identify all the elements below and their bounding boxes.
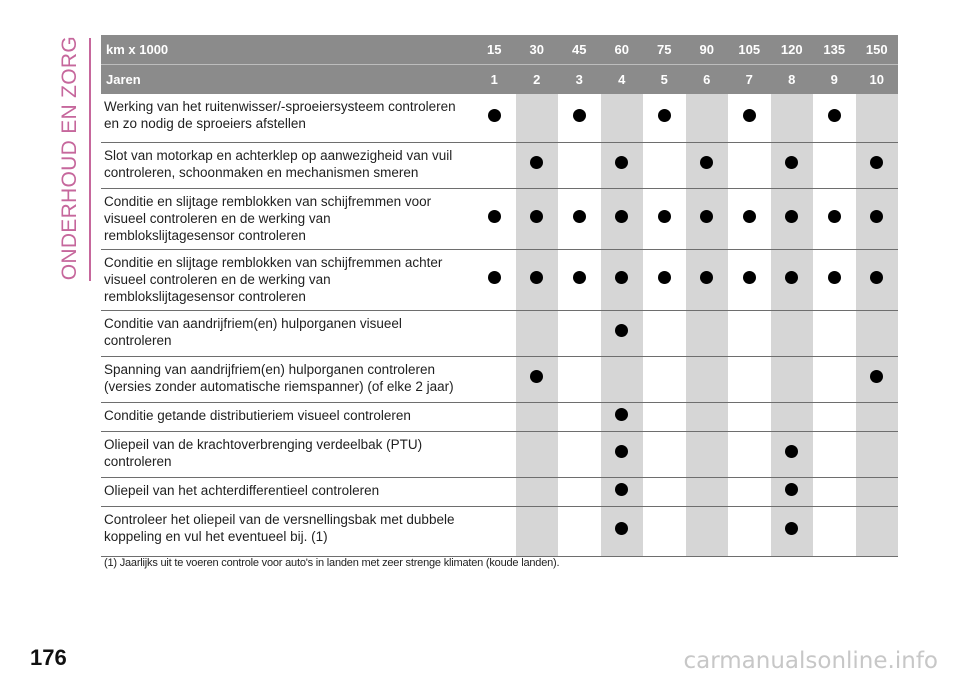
watermark: carmanualsonline.info — [683, 648, 938, 674]
interval-cell — [728, 249, 771, 310]
interval-cell — [686, 356, 729, 402]
scheduled-dot-icon — [828, 109, 841, 122]
scheduled-dot-icon — [785, 156, 798, 169]
scheduled-dot-icon — [530, 370, 543, 383]
interval-cell — [813, 94, 856, 142]
interval-cell — [601, 188, 644, 249]
table-row — [101, 188, 898, 249]
header-km-value-7: 120 — [771, 35, 814, 65]
scheduled-dot-icon — [488, 109, 501, 122]
header-km-value-5: 90 — [686, 35, 729, 65]
interval-cell — [558, 356, 601, 402]
header-km-value-6: 105 — [728, 35, 771, 65]
table-row — [101, 142, 898, 188]
task-description-line: controleren, schoonmaken en mechanismen smeren — [104, 164, 419, 180]
header-km-value-2: 45 — [558, 35, 601, 65]
task-description-line: koppeling en vul het eventueel bij. (1) — [104, 528, 328, 544]
header-years-value-8: 9 — [813, 65, 856, 95]
interval-cell — [516, 188, 559, 249]
interval-cell — [516, 249, 559, 310]
scheduled-dot-icon — [700, 156, 713, 169]
scheduled-dot-icon — [828, 210, 841, 223]
scheduled-dot-icon — [658, 271, 671, 284]
header-years-value-0: 1 — [473, 65, 516, 95]
interval-cell — [728, 356, 771, 402]
task-description-line: controleren — [104, 453, 172, 469]
task-description — [101, 356, 473, 402]
interval-cell — [686, 188, 729, 249]
task-description-line: (versies zonder automatische riemspanner) (of elke 2 jaar) — [104, 378, 454, 394]
interval-cell — [813, 310, 856, 356]
scheduled-dot-icon — [743, 109, 756, 122]
scheduled-dot-icon — [615, 271, 628, 284]
interval-cell — [643, 402, 686, 431]
footnote: (1) Jaarlijks uit te voeren controle voor auto's in landen met zeer strenge klimaten (koude landen). — [104, 557, 560, 569]
interval-cell — [473, 94, 516, 142]
interval-cell — [516, 402, 559, 431]
interval-cell — [601, 431, 644, 477]
task-description — [101, 310, 473, 356]
task-description — [101, 431, 473, 477]
schedule-body — [101, 94, 898, 556]
scheduled-dot-icon — [870, 210, 883, 223]
maintenance-schedule-table — [101, 35, 898, 557]
interval-cell — [771, 94, 814, 142]
interval-cell — [813, 477, 856, 506]
scheduled-dot-icon — [870, 271, 883, 284]
interval-cell — [728, 142, 771, 188]
interval-cell — [771, 310, 814, 356]
interval-cell — [771, 506, 814, 556]
table-row — [101, 506, 898, 556]
scheduled-dot-icon — [743, 210, 756, 223]
task-description — [101, 188, 473, 249]
task-description-line: remblokslijtagesensor controleren — [104, 227, 306, 243]
header-years-value-6: 7 — [728, 65, 771, 95]
interval-cell — [813, 356, 856, 402]
scheduled-dot-icon — [488, 210, 501, 223]
scheduled-dot-icon — [828, 271, 841, 284]
section-title-text: ONDERHOUD EN ZORG — [58, 35, 81, 280]
task-description-line: visueel controleren en de werking van — [104, 210, 331, 226]
interval-cell — [686, 402, 729, 431]
interval-cell — [856, 477, 899, 506]
interval-cell — [856, 188, 899, 249]
interval-cell — [643, 356, 686, 402]
interval-cell — [856, 142, 899, 188]
interval-cell — [473, 477, 516, 506]
scheduled-dot-icon — [530, 271, 543, 284]
interval-cell — [516, 94, 559, 142]
table-row — [101, 431, 898, 477]
interval-cell — [813, 402, 856, 431]
interval-cell — [728, 402, 771, 431]
interval-cell — [856, 356, 899, 402]
scheduled-dot-icon — [870, 156, 883, 169]
interval-cell — [643, 188, 686, 249]
interval-cell — [601, 310, 644, 356]
task-description-line: remblokslijtagesensor controleren — [104, 288, 306, 304]
interval-cell — [643, 431, 686, 477]
scheduled-dot-icon — [615, 483, 628, 496]
header-years-label: Jaren — [101, 65, 473, 95]
header-years-value-9: 10 — [856, 65, 899, 95]
interval-cell — [813, 431, 856, 477]
header-km-value-8: 135 — [813, 35, 856, 65]
interval-cell — [473, 310, 516, 356]
task-description-line: Conditie getande distributieriem visueel controleren — [104, 407, 411, 423]
interval-cell — [473, 431, 516, 477]
task-description-line: Controleer het oliepeil van de versnellingsbak met dubbele — [104, 511, 455, 527]
scheduled-dot-icon — [530, 156, 543, 169]
interval-cell — [856, 431, 899, 477]
interval-cell — [473, 356, 516, 402]
interval-cell — [686, 310, 729, 356]
header-km-value-9: 150 — [856, 35, 899, 65]
task-description-line: en zo nodig de sproeiers afstellen — [104, 116, 306, 131]
interval-cell — [516, 310, 559, 356]
interval-cell — [601, 477, 644, 506]
interval-cell — [516, 431, 559, 477]
interval-cell — [601, 506, 644, 556]
scheduled-dot-icon — [573, 271, 586, 284]
interval-cell — [728, 431, 771, 477]
interval-cell — [558, 431, 601, 477]
interval-cell — [771, 249, 814, 310]
header-years-value-7: 8 — [771, 65, 814, 95]
task-description-line: Oliepeil van de krachtoverbrenging verdeelbak (PTU) — [104, 436, 423, 452]
interval-cell — [558, 188, 601, 249]
table-row — [101, 356, 898, 402]
scheduled-dot-icon — [488, 271, 501, 284]
scheduled-dot-icon — [658, 210, 671, 223]
table-row — [101, 477, 898, 506]
interval-cell — [558, 249, 601, 310]
task-description-line: Oliepeil van het achterdifferentieel controleren — [104, 482, 380, 498]
header-row-km — [101, 35, 898, 65]
interval-cell — [771, 356, 814, 402]
table-row — [101, 310, 898, 356]
header-km-value-1: 30 — [516, 35, 559, 65]
interval-cell — [686, 431, 729, 477]
scheduled-dot-icon — [785, 483, 798, 496]
interval-cell — [558, 310, 601, 356]
interval-cell — [643, 310, 686, 356]
task-description-line: Conditie en slijtage remblokken van schijfremmen achter — [104, 254, 443, 270]
interval-cell — [601, 249, 644, 310]
interval-cell — [473, 188, 516, 249]
scheduled-dot-icon — [573, 109, 586, 122]
interval-cell — [601, 94, 644, 142]
section-divider — [89, 38, 91, 281]
interval-cell — [856, 402, 899, 431]
interval-cell — [473, 402, 516, 431]
scheduled-dot-icon — [615, 324, 628, 337]
scheduled-dot-icon — [615, 445, 628, 458]
header-km-value-0: 15 — [473, 35, 516, 65]
interval-cell — [601, 402, 644, 431]
interval-cell — [473, 506, 516, 556]
interval-cell — [473, 249, 516, 310]
header-km-value-3: 60 — [601, 35, 644, 65]
scheduled-dot-icon — [700, 210, 713, 223]
interval-cell — [813, 142, 856, 188]
scheduled-dot-icon — [658, 109, 671, 122]
scheduled-dot-icon — [870, 370, 883, 383]
task-description — [101, 142, 473, 188]
interval-cell — [813, 249, 856, 310]
scheduled-dot-icon — [530, 210, 543, 223]
task-description-line: Werking van het ruitenwisser/-sproeiersysteem controleren — [104, 99, 456, 114]
interval-cell — [643, 94, 686, 142]
scheduled-dot-icon — [743, 271, 756, 284]
scheduled-dot-icon — [615, 156, 628, 169]
section-title — [50, 30, 90, 280]
scheduled-dot-icon — [785, 210, 798, 223]
interval-cell — [728, 477, 771, 506]
page-number: 176 — [30, 645, 67, 670]
interval-cell — [516, 506, 559, 556]
interval-cell — [813, 506, 856, 556]
header-km-label: km x 1000 — [101, 35, 473, 65]
interval-cell — [643, 142, 686, 188]
interval-cell — [558, 142, 601, 188]
interval-cell — [856, 506, 899, 556]
interval-cell — [516, 142, 559, 188]
interval-cell — [728, 310, 771, 356]
task-description — [101, 506, 473, 556]
scheduled-dot-icon — [573, 210, 586, 223]
header-years-value-2: 3 — [558, 65, 601, 95]
header-years-value-3: 4 — [601, 65, 644, 95]
scheduled-dot-icon — [700, 271, 713, 284]
interval-cell — [728, 94, 771, 142]
task-description — [101, 402, 473, 431]
interval-cell — [686, 142, 729, 188]
interval-cell — [516, 477, 559, 506]
interval-cell — [558, 506, 601, 556]
task-description — [101, 249, 473, 310]
interval-cell — [643, 249, 686, 310]
interval-cell — [558, 402, 601, 431]
interval-cell — [686, 94, 729, 142]
interval-cell — [601, 142, 644, 188]
header-years-value-1: 2 — [516, 65, 559, 95]
interval-cell — [728, 506, 771, 556]
task-description-line: Spanning van aandrijfriem(en) hulporganen controleren — [104, 361, 435, 377]
header-km-value-4: 75 — [643, 35, 686, 65]
header-years-value-5: 6 — [686, 65, 729, 95]
interval-cell — [856, 249, 899, 310]
task-description — [101, 94, 473, 142]
scheduled-dot-icon — [615, 522, 628, 535]
interval-cell — [558, 94, 601, 142]
interval-cell — [686, 506, 729, 556]
interval-cell — [771, 477, 814, 506]
scheduled-dot-icon — [615, 210, 628, 223]
interval-cell — [516, 356, 559, 402]
interval-cell — [643, 506, 686, 556]
table-row — [101, 249, 898, 310]
interval-cell — [771, 402, 814, 431]
scheduled-dot-icon — [785, 522, 798, 535]
task-description-line: Conditie en slijtage remblokken van schijfremmen voor — [104, 193, 432, 209]
task-description-line: Slot van motorkap en achterklep op aanwezigheid van vuil — [104, 147, 453, 163]
interval-cell — [771, 142, 814, 188]
interval-cell — [686, 249, 729, 310]
header-row-years — [101, 65, 898, 95]
scheduled-dot-icon — [785, 271, 798, 284]
header-years-value-4: 5 — [643, 65, 686, 95]
interval-cell — [473, 142, 516, 188]
interval-cell — [558, 477, 601, 506]
task-description — [101, 477, 473, 506]
task-description-line: Conditie van aandrijfriem(en) hulporganen visueel — [104, 315, 402, 331]
scheduled-dot-icon — [615, 408, 628, 421]
interval-cell — [856, 94, 899, 142]
interval-cell — [643, 477, 686, 506]
interval-cell — [771, 431, 814, 477]
interval-cell — [728, 188, 771, 249]
interval-cell — [856, 310, 899, 356]
interval-cell — [601, 356, 644, 402]
table-row — [101, 94, 898, 142]
interval-cell — [771, 188, 814, 249]
task-description-line: controleren — [104, 332, 172, 348]
task-description-line: visueel controleren en de werking van — [104, 271, 331, 287]
interval-cell — [686, 477, 729, 506]
table-row — [101, 402, 898, 431]
interval-cell — [813, 188, 856, 249]
scheduled-dot-icon — [785, 445, 798, 458]
